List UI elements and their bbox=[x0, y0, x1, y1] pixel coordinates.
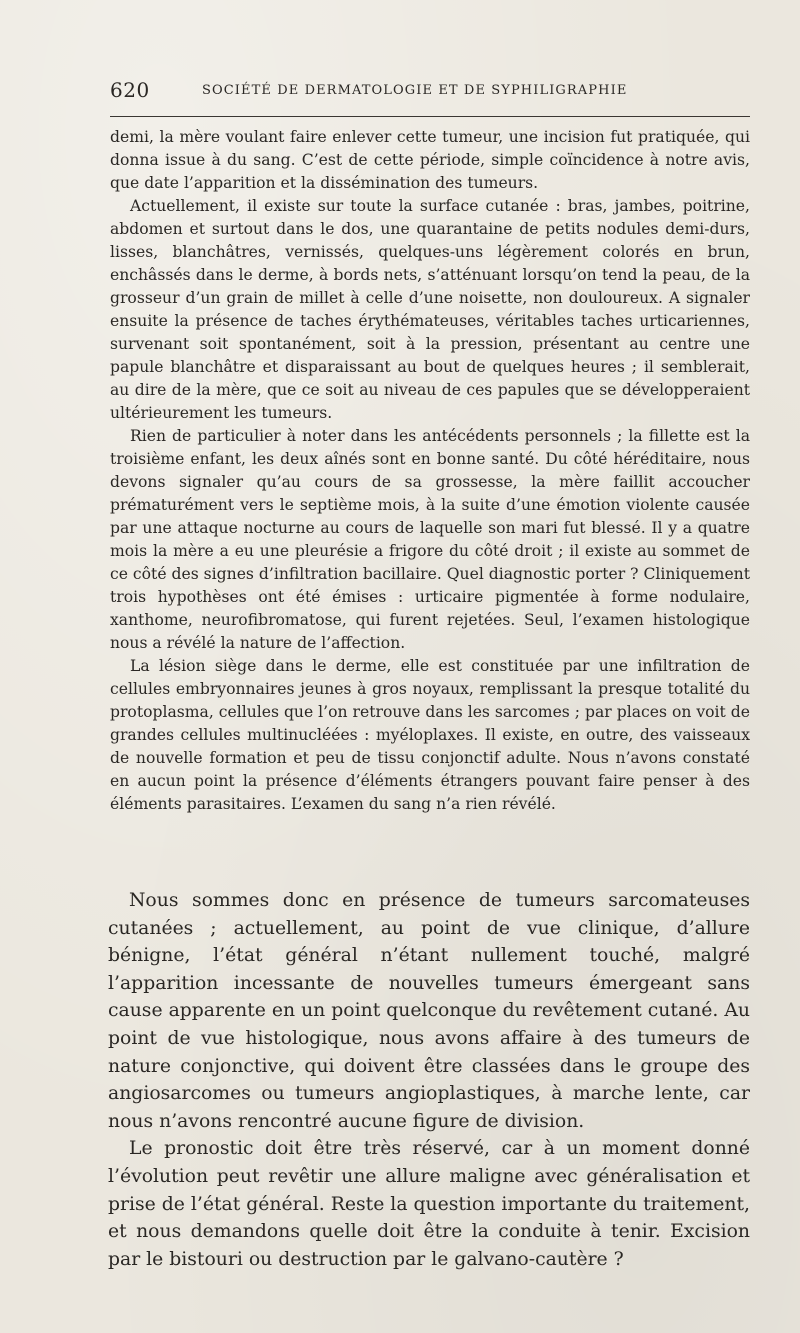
paragraph-histology: La lésion siège dans le derme, elle est constituée par une infiltration de cellules embryonnaires jeunes à gros noyaux, remplissant la presque totalité du protoplasma, cellules que l’on retrouve dans les sarcomes ; par places on voit de grandes cellules multinucléées : myéloplaxes. Il existe, en outre, des vaisseaux de nouvelle formation et peu de tissu conjonctif adulte. Nous n’avons constaté en aucun point la présence d’éléments étrangers pouvant faire penser à des éléments parasitaires. L’examen du sang n’a rien révélé. bbox=[110, 657, 750, 813]
body-text-large bbox=[108, 887, 750, 1273]
paragraph-continued: demi, la mère voulant faire enlever cette tumeur, une incision fut pratiquée, qui donna issue à du sang. C’est de cette période, simple coïncidence à notre avis, que date l’apparition et la dissémination des tumeurs. bbox=[110, 128, 750, 192]
paragraph-clinical-findings: Actuellement, il existe sur toute la surface cutanée : bras, jambes, poitrine, abdomen et surtout dans le dos, une quarantaine de petits nodules demi-durs, lisses, blanchâtres, vernissés, quelques-uns légèrement colorés en brun, enchâssés dans le derme, à bords nets, s’atténuant lorsqu’on tend la peau, de la grosseur d’un grain de millet à celle d’une noisette, non douloureux. A signaler ensuite la présence de taches érythémateuses, véritables taches urticariennes, survenant soit spontanément, soit à la pression, présentant au centre une papule blanchâtre et disparaissant au bout de quelques heures ; il semblerait, au dire de la mère, que ce soit au niveau de ces papules que se développeraient ultérieurement les tumeurs. bbox=[110, 197, 750, 422]
paragraph-history: Rien de particulier à noter dans les antécédents personnels ; la fillette est la troisième enfant, les deux aînés sont en bonne santé. Du côté héréditaire, nous devons signaler qu’au cours de sa grossesse, la mère faillit accoucher prématurément vers le septième mois, à la suite d’une émotion violente causée par une attaque nocturne au cours de laquelle son mari fut blessé. Il y a quatre mois la mère a eu une pleurésie a frigore du côté droit ; il existe au sommet de ce côté des signes d’infiltration bacillaire. Quel diagnostic porter ? Cliniquement trois hypothèses ont été émises : urticaire pigmentée à forme nodulaire, xanthome, neurofibromatose, qui furent rejetées. Seul, l’examen histologique nous a révélé la nature de l’affection. bbox=[110, 427, 750, 652]
page-number: 620 bbox=[110, 78, 150, 102]
paragraph-conclusion: Nous sommes donc en présence de tumeurs sarcomateuses cutanées ; actuellement, au point de vue clinique, d’allure bénigne, l’état général n’étant nullement touché, malgré l’apparition incessante de nouvelles tumeurs émergeant sans cause apparente en un point quelconque du revêtement cutané. Au point de vue histologique, nous avons affaire à des tumeurs de nature conjonctive, qui doivent être classées dans le groupe des angiosarcomes ou tumeurs angioplastiques, à marche lente, car nous n’avons rencontré aucune figure de division. bbox=[108, 890, 750, 1132]
header-rule bbox=[110, 116, 750, 117]
paragraph-prognosis: Le pronostic doit être très réservé, car à un moment donné l’évolution peut revêtir une allure maligne avec généralisation et prise de l’état général. Reste la question importante du traitement, et nous demandons quelle doit être la conduite à tenir. Excision par le bistouri ou destruction par le galvano-cautère ? bbox=[108, 1138, 750, 1270]
page-header bbox=[110, 78, 750, 104]
body-text-small bbox=[110, 126, 750, 816]
running-title: SOCIÉTÉ DE DERMATOLOGIE ET DE SYPHILIGRAPHIE bbox=[202, 83, 628, 98]
